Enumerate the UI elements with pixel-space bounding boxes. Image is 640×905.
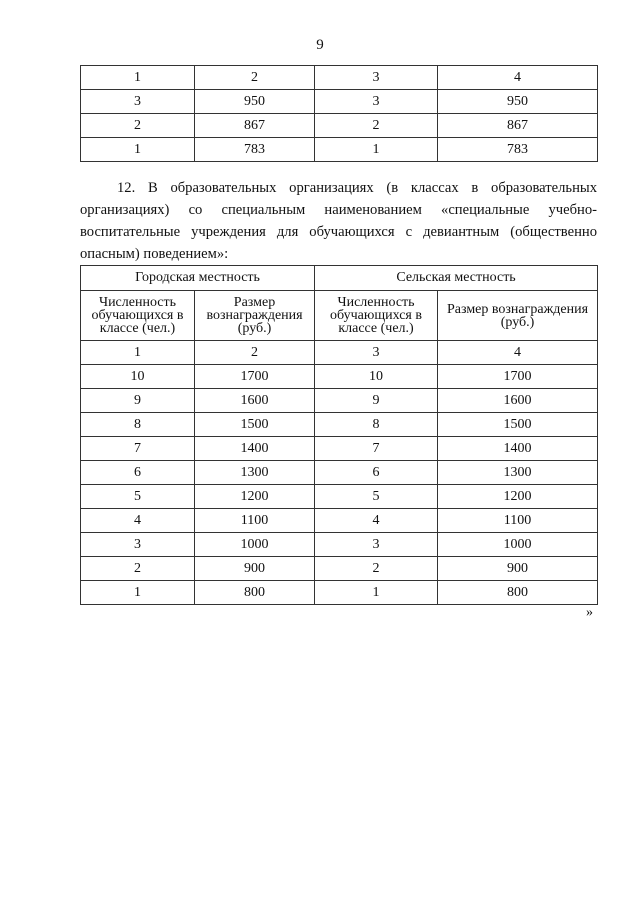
table-cell: 800 <box>438 581 598 605</box>
table-row <box>81 365 598 389</box>
table-cell: 950 <box>438 90 598 114</box>
table-cell: 4 <box>81 509 195 533</box>
table-cell: 1500 <box>438 413 598 437</box>
table-cell: 1300 <box>438 461 598 485</box>
table-cell: 1700 <box>438 365 598 389</box>
table-row <box>81 389 598 413</box>
table-cell: 6 <box>81 461 195 485</box>
table-cell: 1600 <box>438 389 598 413</box>
table-row <box>81 90 598 114</box>
table-row <box>81 557 598 581</box>
table-cell: 9 <box>81 389 195 413</box>
table-cell: 1200 <box>438 485 598 509</box>
table-cell: 9 <box>315 389 438 413</box>
table-cell: 4 <box>438 66 598 90</box>
table-cell: 900 <box>438 557 598 581</box>
table-cell: 8 <box>315 413 438 437</box>
table-cell: 1 <box>81 66 195 90</box>
table-cell: 1600 <box>195 389 315 413</box>
table-cell: 3 <box>315 90 438 114</box>
urban-class-size-header: Численность обучающихся в классе (чел.) <box>81 291 195 341</box>
table-cell: 950 <box>195 90 315 114</box>
table-cell: 3 <box>81 90 195 114</box>
table-cell: 1 <box>81 581 195 605</box>
table-cell: 2 <box>315 114 438 138</box>
table-cell: 2 <box>195 341 315 365</box>
table-cell: 6 <box>315 461 438 485</box>
table-cell: 1100 <box>195 509 315 533</box>
table-row <box>81 341 598 365</box>
closing-quote-mark: » <box>586 605 593 620</box>
reward-table-continued <box>80 65 598 162</box>
rural-reward-header: Размер вознаграждения (руб.) <box>438 291 598 341</box>
table-cell: 4 <box>315 509 438 533</box>
table-cell: 3 <box>315 533 438 557</box>
table-cell: 783 <box>195 138 315 162</box>
table-cell: 4 <box>438 341 598 365</box>
table-cell: 10 <box>315 365 438 389</box>
table-cell: 1 <box>81 138 195 162</box>
table-cell: 2 <box>315 557 438 581</box>
table-row <box>81 413 598 437</box>
table-cell: 1400 <box>195 437 315 461</box>
table-cell: 3 <box>81 533 195 557</box>
sub-header-row <box>81 291 598 341</box>
reward-table-deviant-behaviour <box>80 265 598 605</box>
table-row <box>81 581 598 605</box>
table-cell: 2 <box>81 557 195 581</box>
section-12-paragraph <box>80 177 597 265</box>
table-row <box>81 509 598 533</box>
urban-reward-header: Размер вознаграждения (руб.) <box>195 291 315 341</box>
table-cell: 1 <box>315 581 438 605</box>
rural-class-size-header: Численность обучающихся в классе (чел.) <box>315 291 438 341</box>
rural-area-header: Сельская местность <box>315 266 598 291</box>
table-cell: 1400 <box>438 437 598 461</box>
table-cell: 5 <box>315 485 438 509</box>
table-cell: 7 <box>81 437 195 461</box>
table-cell: 1100 <box>438 509 598 533</box>
table-cell: 900 <box>195 557 315 581</box>
table-cell: 1300 <box>195 461 315 485</box>
page-number: 9 <box>316 37 324 53</box>
urban-area-header: Городская местность <box>81 266 315 291</box>
table-row <box>81 138 598 162</box>
table-row <box>81 114 598 138</box>
table-cell: 800 <box>195 581 315 605</box>
table-cell: 7 <box>315 437 438 461</box>
reward-table-deviant-behaviour-body <box>81 341 598 605</box>
table-cell: 783 <box>438 138 598 162</box>
table-cell: 10 <box>81 365 195 389</box>
table-cell: 1700 <box>195 365 315 389</box>
table-cell: 867 <box>195 114 315 138</box>
table-cell: 867 <box>438 114 598 138</box>
section-12-text: 12. В образовательных организациях (в классах в образовательных организациях) со специальным наименованием «специальные учебно-воспитательные учреждения для обучающихся с девиантным (общественно опасным) поведением»: <box>80 180 597 262</box>
reward-table-continued-body <box>81 66 598 162</box>
table-cell: 1 <box>81 341 195 365</box>
table-cell: 2 <box>81 114 195 138</box>
table-cell: 1000 <box>438 533 598 557</box>
group-header-row <box>81 266 598 291</box>
table-cell: 3 <box>315 341 438 365</box>
table-cell: 2 <box>195 66 315 90</box>
table-row <box>81 461 598 485</box>
table-cell: 8 <box>81 413 195 437</box>
table-row <box>81 66 598 90</box>
table-cell: 1000 <box>195 533 315 557</box>
table-cell: 1 <box>315 138 438 162</box>
table-cell: 1500 <box>195 413 315 437</box>
table-row <box>81 533 598 557</box>
table-cell: 5 <box>81 485 195 509</box>
table-cell: 3 <box>315 66 438 90</box>
table-row <box>81 437 598 461</box>
table-cell: 1200 <box>195 485 315 509</box>
table-row <box>81 485 598 509</box>
